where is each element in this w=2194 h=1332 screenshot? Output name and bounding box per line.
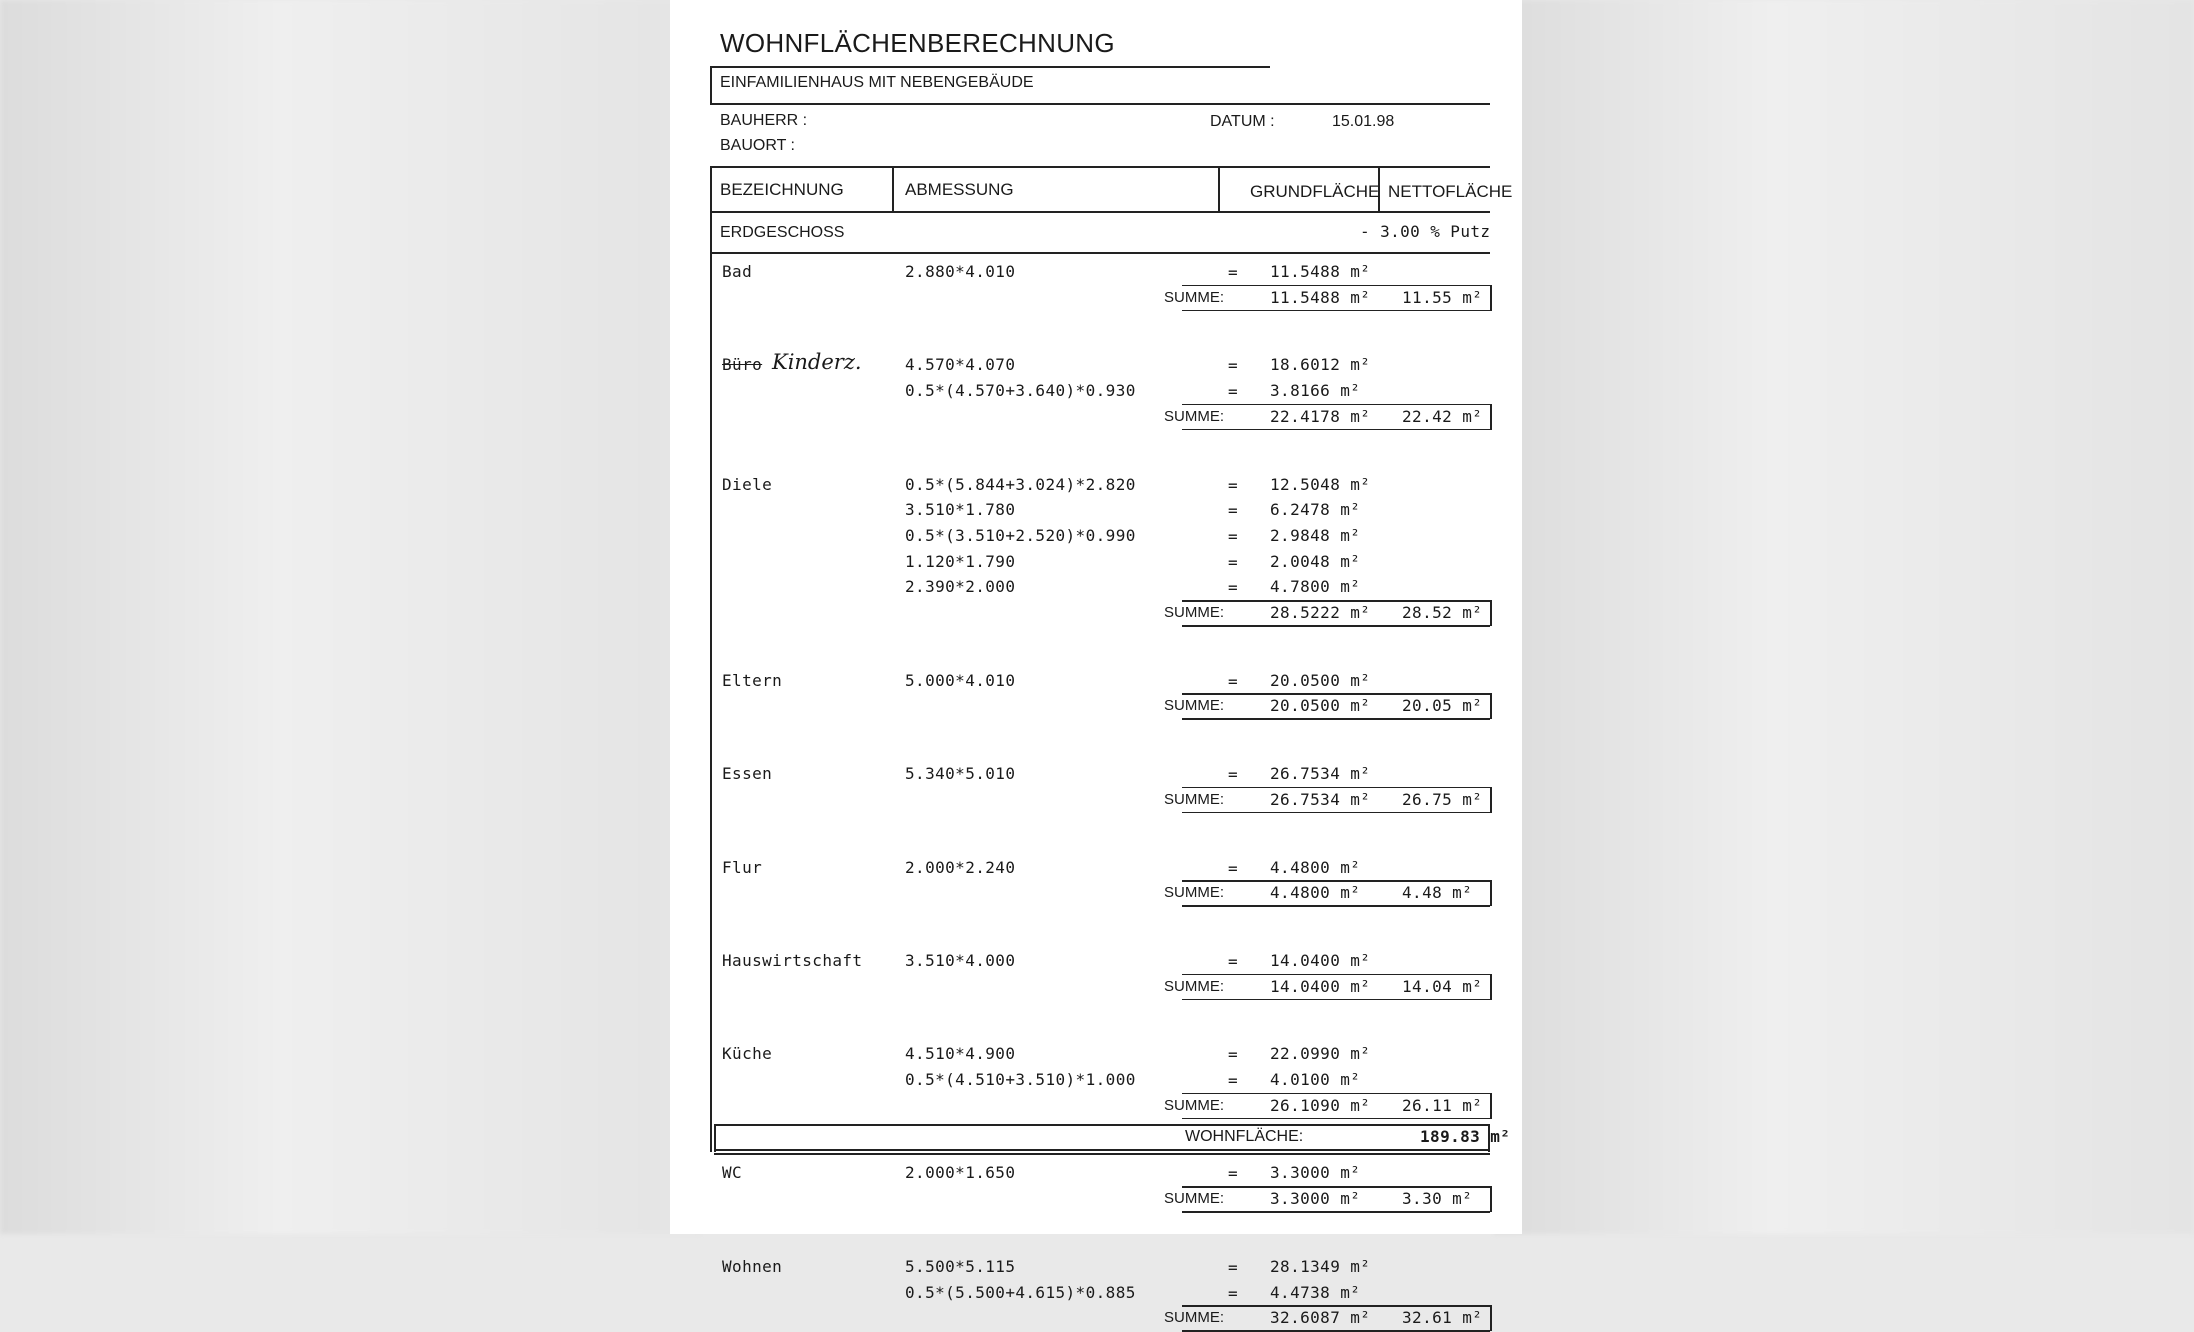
divider [710,166,712,212]
room-name: Diele [722,474,773,494]
total-value: 189.83 m² [1420,1127,1511,1146]
equals-sign: = [1228,951,1238,971]
net-area-value: 20.05 m² [1402,696,1483,716]
net-area-value: 32.61 m² [1402,1308,1483,1328]
net-area-value: 28.52 m² [1402,603,1483,622]
net-area-value: 22.42 m² [1402,406,1483,426]
room-name: Wohnen [722,1256,783,1276]
sum-value: 28.5222 m² [1270,603,1371,622]
room-name: Büro [722,355,763,375]
bauherr-label: BAUHERR : [720,112,808,129]
dimension-formula: 2.000*2.240 [905,857,1016,877]
divider [1490,600,1492,626]
sum-value: 22.4178 m² [1270,406,1371,426]
blurred-background-left [0,0,700,1234]
equals-sign: = [1228,1283,1238,1303]
dimension-formula: 2.880*4.010 [905,262,1016,281]
divider [1490,1305,1492,1331]
divider [1182,1118,1490,1120]
equals-sign: = [1228,671,1238,691]
divider [710,66,712,104]
dimension-formula: 0.5*(5.844+3.024)*2.820 [905,474,1136,494]
equals-sign: = [1228,1071,1238,1090]
area-value: 4.4738 m² [1270,1282,1361,1302]
equals-sign: = [1228,1045,1238,1065]
dimension-formula: 3.510*1.780 [905,500,1016,520]
equals-sign: = [1228,1257,1238,1277]
document-sheet [670,0,1522,1328]
summe-label: SUMME: [1164,1096,1224,1114]
area-value: 3.8166 m² [1270,381,1361,401]
divider [710,103,1490,105]
divider [710,211,1490,213]
divider [1182,974,1490,976]
divider [714,1124,1490,1126]
sum-value: 26.1090 m² [1270,1095,1371,1115]
summe-label: SUMME: [1164,604,1224,621]
area-value: 12.5048 m² [1270,474,1371,494]
summe-label: SUMME: [1164,288,1224,306]
net-area-value: 4.48 m² [1402,883,1473,903]
divider [710,252,712,1152]
divider [1182,1211,1490,1213]
area-value: 26.7534 m² [1270,764,1371,784]
equals-sign: = [1228,526,1238,546]
divider [892,166,894,212]
room-name: Hauswirtschaft [722,950,863,970]
divider [1182,429,1490,431]
divider [1182,1093,1490,1095]
sum-value: 32.6087 m² [1270,1308,1371,1328]
net-area-value: 26.11 m² [1402,1095,1483,1115]
bauort-label: BAUORT : [720,137,795,154]
summe-label: SUMME: [1164,407,1224,425]
room-name: Küche [722,1044,773,1064]
divider [714,1153,1490,1155]
divider [1490,404,1492,430]
document-subtitle: EINFAMILIENHAUS MIT NEBENGEBÄUDE [720,74,1034,91]
column-header-grundflaeche: GRUNDFLÄCHE [1250,182,1380,201]
section-title: ERDGESCHOSS [720,224,845,241]
room-name: Essen [722,764,773,784]
dimension-formula: 5.500*5.115 [905,1256,1016,1276]
blurred-background-right [1494,0,2194,1234]
sum-value: 11.5488 m² [1270,287,1371,307]
divider [1182,693,1490,695]
divider [1182,285,1490,287]
equals-sign: = [1228,765,1238,785]
divider [1182,880,1490,882]
divider [1182,1305,1490,1307]
divider [1490,285,1492,311]
equals-sign: = [1228,578,1238,598]
area-value: 22.0990 m² [1270,1044,1371,1064]
equals-sign: = [1228,475,1238,495]
area-value: 2.0048 m² [1270,551,1361,571]
dimension-formula: 0.5*(3.510+2.520)*0.990 [905,525,1136,545]
divider [1490,787,1492,813]
summe-label: SUMME: [1164,1309,1224,1327]
divider [1182,600,1490,602]
divider [1490,1093,1492,1119]
divider [714,1149,1490,1151]
area-value: 4.7800 m² [1270,577,1361,597]
divider [710,166,1490,168]
dimension-formula: 5.340*5.010 [905,764,1016,784]
equals-sign: = [1228,858,1238,878]
divider [714,1124,716,1152]
sum-value: 4.4800 m² [1270,883,1361,903]
dimension-formula: 4.510*4.900 [905,1044,1016,1064]
area-value: 3.3000 m² [1270,1163,1361,1183]
area-value: 20.0500 m² [1270,670,1371,690]
divider [1218,166,1220,212]
dimension-formula: 1.120*1.790 [905,551,1016,571]
area-value: 18.6012 m² [1270,355,1371,375]
area-value: 28.1349 m² [1270,1256,1371,1276]
net-area-value: 3.30 m² [1402,1189,1473,1209]
sum-value: 14.0400 m² [1270,976,1371,996]
divider [1182,625,1490,627]
dimension-formula: 4.570*4.070 [905,355,1016,375]
room-name: WC [722,1163,743,1183]
divider [1182,999,1490,1001]
divider [1182,905,1490,907]
column-header-bezeichnung: BEZEICHNUNG [720,180,844,199]
summe-label: SUMME: [1164,697,1224,715]
dimension-formula: 2.390*2.000 [905,577,1016,597]
dimension-formula: 0.5*(4.570+3.640)*0.930 [905,381,1136,401]
room-name: Bad [722,262,753,281]
divider [710,66,1270,68]
net-area-value: 11.55 m² [1402,287,1483,307]
dimension-formula: 2.000*1.650 [905,1163,1016,1183]
divider [1182,404,1490,406]
sum-value: 20.0500 m² [1270,696,1371,716]
summe-label: SUMME: [1164,790,1224,808]
summe-label: SUMME: [1164,977,1224,995]
net-area-value: 14.04 m² [1402,976,1483,996]
area-value: 4.4800 m² [1270,857,1361,877]
summe-label: SUMME: [1164,1190,1224,1208]
divider [1182,787,1490,789]
column-header-abmessung: ABMESSUNG [905,180,1014,199]
divider [1490,880,1492,906]
room-name: Eltern [722,670,783,690]
equals-sign: = [1228,1164,1238,1184]
sum-value: 3.3000 m² [1270,1189,1361,1209]
equals-sign: = [1228,356,1238,376]
divider [1490,974,1492,1000]
divider [1182,310,1490,312]
room-name-handwritten: Kinderz. [772,350,862,375]
divider [1182,1330,1490,1332]
equals-sign: = [1228,382,1238,402]
divider [1182,812,1490,814]
area-value: 11.5488 m² [1270,262,1371,281]
divider [710,252,1490,254]
dimension-formula: 3.510*4.000 [905,950,1016,970]
equals-sign: = [1228,501,1238,521]
area-value: 2.9848 m² [1270,525,1361,545]
datum-value: 15.01.98 [1332,113,1395,130]
net-area-value: 26.75 m² [1402,789,1483,809]
total-label: WOHNFLÄCHE: [1185,1128,1304,1145]
divider [1182,1186,1490,1188]
document-title: WOHNFLÄCHENBERECHNUNG [720,28,1115,58]
equals-sign: = [1228,263,1238,282]
dimension-formula: 0.5*(4.510+3.510)*1.000 [905,1070,1136,1089]
area-value: 6.2478 m² [1270,500,1361,520]
area-value: 4.0100 m² [1270,1070,1361,1089]
room-name: Flur [722,857,763,877]
dimension-formula: 0.5*(5.500+4.615)*0.885 [905,1282,1136,1302]
datum-label: DATUM : [1210,113,1275,130]
column-header-nettoflaeche: NETTOFLÄCHE [1388,182,1513,201]
sum-value: 26.7534 m² [1270,789,1371,809]
divider [1490,693,1492,719]
summe-label: SUMME: [1164,884,1224,902]
divider [1490,1186,1492,1212]
putz-note: - 3.00 % Putz [1360,222,1491,241]
dimension-formula: 5.000*4.010 [905,670,1016,690]
equals-sign: = [1228,552,1238,572]
area-value: 14.0400 m² [1270,950,1371,970]
divider [710,211,712,253]
divider [1182,718,1490,720]
